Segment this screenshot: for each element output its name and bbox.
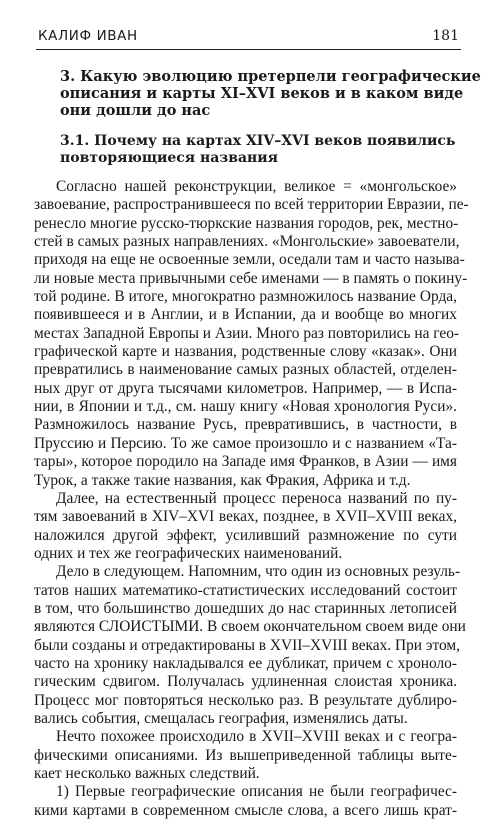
text-line: Пруссию и Персию. То же самое произошло и с названием «Та- (34, 434, 457, 452)
text-line: одних и тех же географических наименований. (34, 544, 343, 562)
text-line: наложился другой эффект, усиливший размножение по сути (34, 526, 457, 544)
text-line: вались события, смещалась география, изменялись даты. (34, 709, 408, 727)
text-line: ных друг от друга тысячами километров. Например, — в Испа- (34, 379, 457, 397)
section-heading-line: они дошли до нас (60, 102, 211, 119)
text-line: Турок, а также такие названия, как Фракия, Африка и т.д. (34, 471, 411, 489)
section-heading (60, 68, 481, 119)
text-line: кими картами в современном смысле слова, а всего лишь крат- (34, 801, 457, 819)
text-line: 1) Первые географические описания не были географичес- (56, 783, 457, 801)
subsection-heading-line: 3.1. Почему на картах XIV–XVI веков появились (60, 133, 456, 149)
text-line: татов наших математико-статистических исследований состоит (34, 581, 457, 599)
text-line: Процесс мог повторяться несколько раз. В результате дублиро- (34, 691, 457, 709)
text-line: Далее, на естественный процесс переноса названий по пу- (56, 489, 457, 507)
text-line: нии, в Японии и т.д., см. нашу книгу «Новая хронология Руси». (34, 398, 457, 416)
text-line: местах Западной Европы и Азии. Много раз повторились на гео- (34, 324, 460, 342)
text-line: часто на хронику накладывался ее дубликат, причем с хроноло- (34, 654, 457, 672)
subsection-heading-line: повторяющиеся названия (60, 150, 279, 166)
text-line: тары», которое породило на Западе имя Франков, в Азии — имя (34, 453, 457, 471)
subsection-heading (60, 133, 460, 167)
text-line: кает несколько важных следствий. (34, 765, 260, 782)
section-heading-line: 3. Какую эволюцию претерпели географические (60, 68, 481, 85)
section-heading-line: описания и карты XI–XVI веков и в каком виде (60, 85, 464, 102)
text-line: превратились в наименование самых разных областей, отделен- (34, 361, 457, 379)
text-line: ли новые места привычными себе именами — в память о покину- (34, 269, 468, 287)
text-line: приходя на еще не освоенные земли, оседали там и часто называ- (34, 251, 465, 269)
text-line: Нечто похожее происходило в XVII–XVIII веках и с геогра- (56, 728, 457, 746)
text-line: являются СЛОИСТЫМИ. В своем окончательном своем виде они (34, 618, 466, 636)
text-line: Согласно нашей реконструкции, великое = «монгольское» (56, 178, 457, 195)
text-line: Размножилось название Русь, превратившись, в частности, в (34, 416, 457, 434)
text-line: гическим сдвигом. Получалась удлиненная слоистая хроника. (34, 673, 457, 691)
text-line: появившееся и в Англии, и в Испании, да и вообще во многих (34, 306, 457, 324)
text-line: стей в самых разных направлениях. «Монгольские» завоеватели, (34, 233, 460, 251)
text-line: в том, что большинство дошедших до нас старинных летописей (34, 599, 457, 617)
running-title: КАЛИФ ИВАН (38, 28, 138, 44)
running-header (36, 27, 461, 50)
text-line: завоевание, распространившееся по всей территории Евразии, пе- (34, 196, 469, 214)
text-line: были созданы и отредактированы в XVII–XVIII веках. При этом, (34, 636, 460, 654)
page-number: 181 (432, 28, 459, 44)
body-text (34, 178, 469, 820)
text-line: той родине. В итоге, многократно размножилось название Орда, (34, 288, 457, 306)
text-line: фическими описаниями. Из вышеприведенной таблицы выте- (34, 746, 457, 764)
text-line: ренесло многие русско-тюркские названия городов, рек, местно- (34, 214, 459, 232)
text-line: Дело в следующем. Напомним, что один из основных резуль- (56, 563, 461, 581)
text-line: графической карте и названия, родственные слову «казак». Они (34, 343, 457, 361)
text-line: тям завоеваний в XIV–XVI веках, позднее, в XVII–XVIII веках, (34, 508, 457, 526)
